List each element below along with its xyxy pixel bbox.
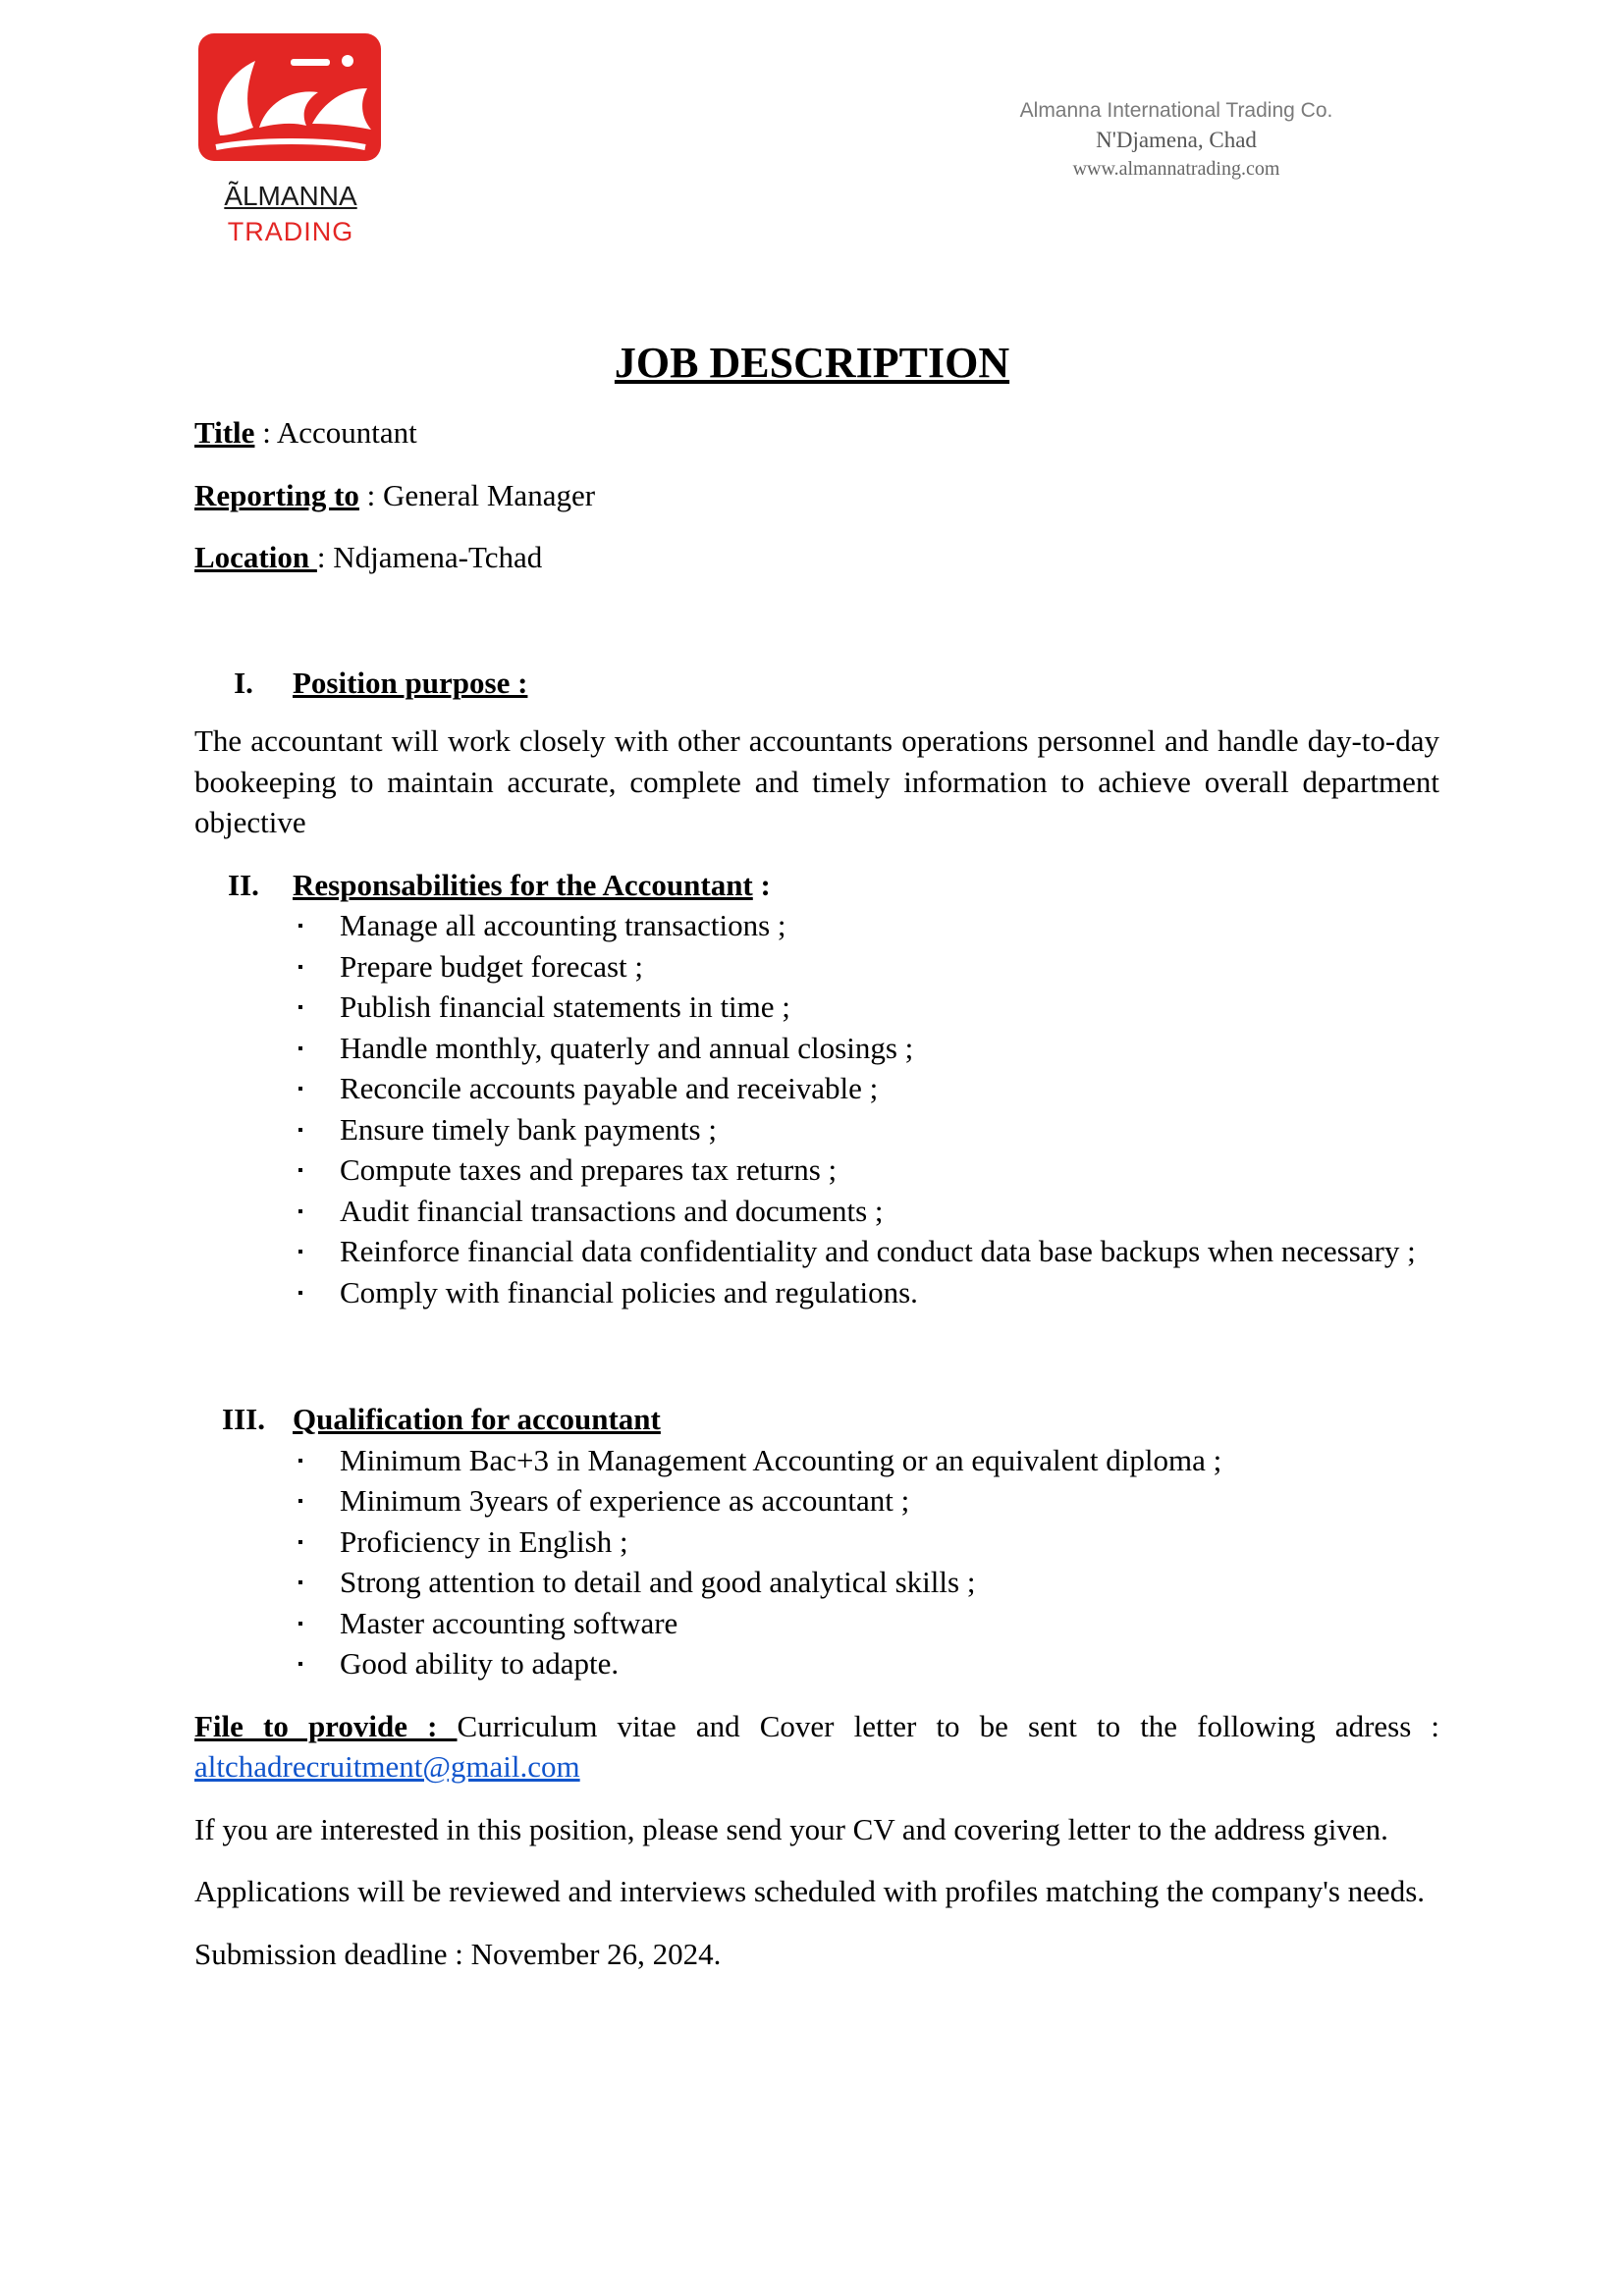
list-item: Strong attention to detail and good analytical skills ; xyxy=(295,1562,1439,1603)
list-item: Comply with financial policies and regulations. xyxy=(295,1272,1439,1313)
field-location-value: : Ndjamena-Tchad xyxy=(316,540,543,574)
file-to-provide-label: File to provide : xyxy=(194,1708,458,1743)
list-item: Reconcile accounts payable and receivable ; xyxy=(295,1068,1439,1109)
list-item: Audit financial transactions and documents ; xyxy=(295,1191,1439,1232)
qualifications-list xyxy=(194,1440,1439,1684)
list-item: Compute taxes and prepares tax returns ; xyxy=(295,1149,1439,1191)
section-title: Qualification for accountant xyxy=(293,1402,661,1436)
field-title-value: : Accountant xyxy=(254,415,417,450)
section-number: III. xyxy=(222,1402,265,1436)
list-item: Master accounting software xyxy=(295,1603,1439,1644)
field-reporting-label: Reporting to xyxy=(194,477,359,512)
field-location xyxy=(194,537,1439,578)
page-title: JOB DESCRIPTION xyxy=(614,339,1010,387)
submission-deadline: Submission deadline : November 26, 2024. xyxy=(194,1936,722,1971)
list-item: Proficiency in English ; xyxy=(295,1522,1439,1563)
document-body xyxy=(194,412,1439,1974)
logo-subtitle: TRADING xyxy=(227,217,354,246)
company-city: N'Djamena, Chad xyxy=(1096,128,1257,152)
company-name: Almanna International Trading Co. xyxy=(1019,99,1333,122)
section-responsibilities-heading xyxy=(194,865,1439,906)
list-item: Manage all accounting transactions ; xyxy=(295,905,1439,946)
recruitment-email-link[interactable]: altchadrecruitment@gmail.com xyxy=(194,1749,580,1784)
section-title: Position purpose : xyxy=(293,665,528,700)
list-item: Minimum Bac+3 in Management Accounting or an equivalent diploma ; xyxy=(295,1440,1439,1481)
list-item: Publish financial statements in time ; xyxy=(295,987,1439,1028)
purpose-text: The accountant will work closely with other accountants operations personnel and handle day-to-day bookeeping to maintain accurate, complete and timely information to achieve overall department objective xyxy=(194,723,1439,839)
list-item: Handle monthly, quaterly and annual closings ; xyxy=(295,1028,1439,1069)
company-website: www.almannatrading.com xyxy=(1072,158,1280,180)
review-paragraph: Applications will be reviewed and interviews scheduled with profiles matching the company's needs. xyxy=(194,1874,1426,1908)
responsibilities-list xyxy=(194,905,1439,1312)
file-to-provide xyxy=(194,1706,1439,1788)
section-title-suffix: : xyxy=(752,867,771,902)
field-reporting-value: : General Manager xyxy=(358,477,596,512)
field-location-label: Location xyxy=(194,540,317,574)
section-number: I. xyxy=(234,665,253,700)
section-number: II. xyxy=(228,867,259,902)
logo-name: ÃLMANNA xyxy=(224,181,357,211)
interest-paragraph: If you are interested in this position, please send your CV and covering letter to the address given. xyxy=(194,1811,1388,1846)
list-item: Ensure timely bank payments ; xyxy=(295,1109,1439,1150)
field-reporting-to xyxy=(194,475,1439,516)
section-title: Responsabilities for the Accountant xyxy=(293,867,753,902)
file-to-provide-text: Curriculum vitae and Cover letter to be sent to the following adress : xyxy=(457,1708,1439,1743)
field-title xyxy=(194,412,1439,454)
field-title-label: Title xyxy=(194,415,255,450)
list-item: Reinforce financial data confidentiality and conduct data base backups when necessary ; xyxy=(295,1231,1439,1272)
list-item: Good ability to adapte. xyxy=(295,1643,1439,1684)
company-logo xyxy=(198,33,381,161)
list-item: Prepare budget forecast ; xyxy=(295,946,1439,988)
section-purpose-heading xyxy=(194,663,1439,704)
company-address xyxy=(921,96,1432,183)
logo-text xyxy=(192,179,389,249)
section-qualification-heading xyxy=(194,1399,1439,1440)
list-item: Minimum 3years of experience as accountant ; xyxy=(295,1480,1439,1522)
